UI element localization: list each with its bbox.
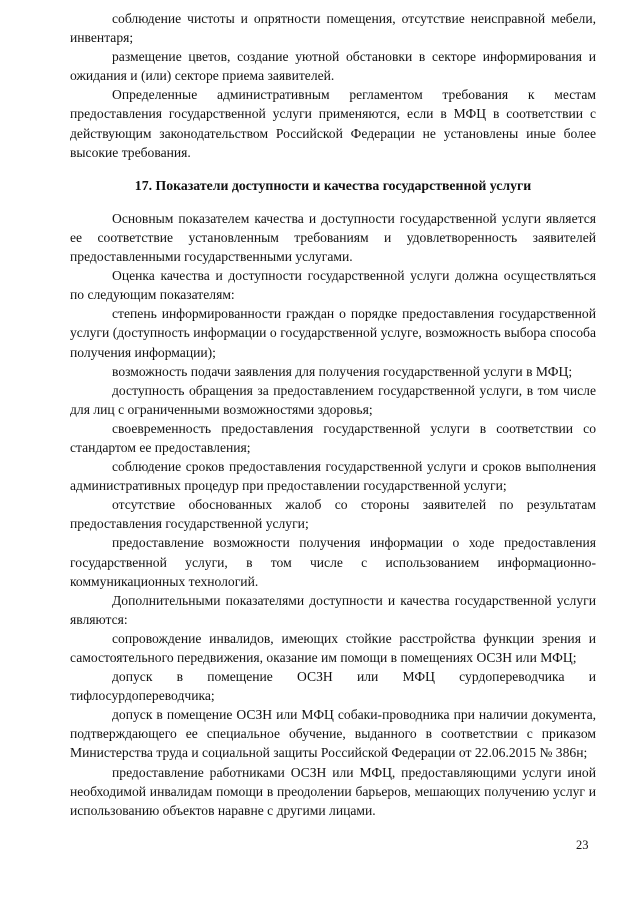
paragraph-flowers: размещение цветов, создание уютной обстановки в секторе информирования и ожидания и (или) секторе приема заявителей. — [70, 49, 596, 84]
paragraph-timeliness: своевременность предоставления государственной услуги в соответствии со стандартом ее предоставления; — [70, 420, 596, 455]
paragraph-requirements: Определенные административным регламентом требования к местам предоставления государственной услуги применяются, если в МФЦ в соответствии с действующим законодательством Российской Федерации не установлены иные более высокие требования. — [70, 87, 596, 160]
paragraph-accessibility: доступность обращения за предоставлением государственной услуги, в том числе для лиц с ограниченными возможностями здоровья; — [70, 382, 596, 417]
page-number: 23 — [576, 838, 589, 852]
paragraph-main-indicator: Основным показателем качества и доступности государственной услуги является ее соответствие установленным требованиям и удовлетворенность заявителей предоставленными государственными услугами. — [70, 210, 596, 265]
document-page — [70, 9, 596, 820]
paragraph-staff-assistance: предоставление работниками ОСЗН или МФЦ, предоставляющими услуги иной необходимой инвалидам помощи в преодолении барьеров, мешающих получению услуг и использованию объектов наравне с другими лицами. — [70, 764, 596, 818]
paragraph-informedness: степень информированности граждан о порядке предоставления государственной услуги (доступность информации о государственной услуге, возможность выбора способа получения информации); — [70, 306, 596, 360]
paragraph-additional-indicators: Дополнительными показателями доступности и качества государственной услуги являются: — [70, 592, 596, 627]
paragraph-guide-dog: допуск в помещение ОСЗН или МФЦ собаки-проводника при наличии документа, подтверждающего ее специальное обучение, выданного в соответствии с приказом Министерства труда и социальной защиты Российской Федерации от 22.06.2015 № 386н; — [70, 707, 596, 761]
paragraph-assessment: Оценка качества и доступности государственной услуги должна осуществляться по следующим показателям: — [70, 268, 596, 303]
paragraph-progress-info: предоставление возможности получения информации о ходе предоставления государственной услуги, в том числе с использованием информационно-коммуникационных технологий. — [70, 535, 596, 589]
paragraph-escort: сопровождение инвалидов, имеющих стойкие расстройства функции зрения и самостоятельного передвижения, оказание им помощи в помещениях ОСЗН или МФЦ; — [70, 630, 596, 665]
section-heading: 17. Показатели доступности и качества государственной услуги — [134, 177, 532, 193]
paragraph-no-complaints: отсутствие обоснованных жалоб со стороны заявителей по результатам предоставления государственной услуги; — [70, 497, 596, 532]
paragraph-mfc-application: возможность подачи заявления для получения государственной услуги в МФЦ; — [112, 363, 573, 379]
paragraph-deadlines: соблюдение сроков предоставления государственной услуги и сроков выполнения административных процедур при предоставлении государственной услуги; — [70, 459, 596, 494]
paragraph-interpreter: допуск в помещение ОСЗН или МФЦ сурдопереводчика и тифлосурдопереводчика; — [70, 669, 596, 704]
paragraph-cleanliness: соблюдение чистоты и опрятности помещения, отсутствие неисправной мебели, инвентаря; — [70, 11, 596, 46]
